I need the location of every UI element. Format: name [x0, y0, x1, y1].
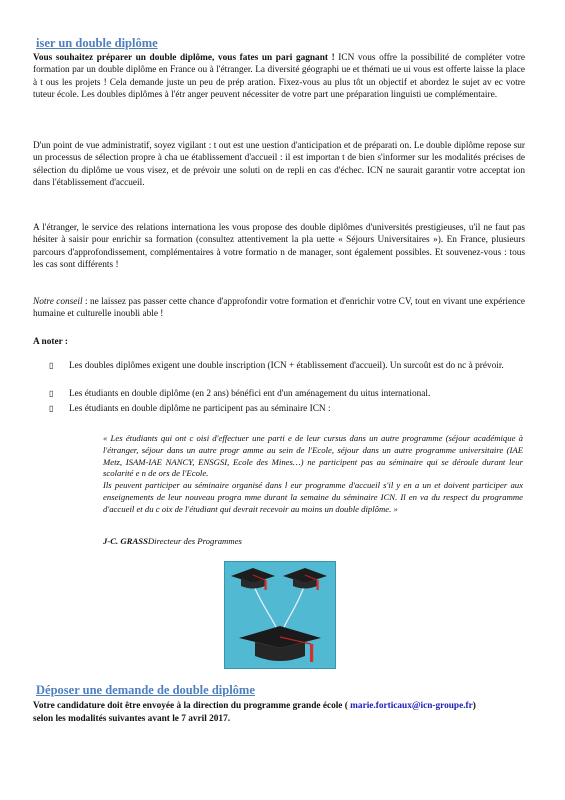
- list-item-text: Les étudiants en double diplôme ne participent pas au séminaire ICN :: [69, 404, 331, 414]
- advice-text: : ne laissez pas passer cette chance d'approfondir votre formation et d'enrichir votre CV, tout en vivant une expérience humaine et culturelle inoubli able !: [33, 297, 525, 320]
- abroad-text: A l'étranger, le service des relations internationa les vous propose des double diplômes d'universités prestigieuses, u'il ne faut pas hésiter à saisir pour enrichir sa formation (consultez attentivement la pla uette « Séjours Universitaires »). En France, plusieurs parcours d'approfondissement, complémentaires à votre formatio n de manager, sont également possibles. Et souvenez-vous : tous les cas sont différents !: [33, 223, 525, 271]
- intro-bold-sentence: Vous souhaitez préparer un double diplôme, vous fates un pari gagnant !: [33, 53, 335, 63]
- signature-role: Directeur des Programmes: [147, 536, 242, 546]
- quote-signature: [103, 536, 242, 546]
- paragraph-administrative: [33, 140, 525, 190]
- bullet-icon: ▯: [49, 404, 54, 413]
- note-heading: A noter :: [33, 337, 68, 347]
- quote-paragraph-2: Ils peuvent participer au séminaire organisé dans l eur programme d'accueil s'il y en a un et doivent participer aux enseignements de leur nouveau progra mme durant la semaine du séminaire ICN. Il en va du respect du programme d'accueil et du c oix de l'étudiant qui devrait recevoir au moins un double diplôme. »: [103, 480, 523, 514]
- application-line-2: selon les modalités suivantes avant le 7 avril 2017.: [33, 713, 231, 724]
- quote-block: [103, 433, 523, 516]
- bullet-icon: ▯: [49, 361, 54, 370]
- contact-email-link[interactable]: marie.forticaux@icn-groupe.fr: [350, 701, 473, 711]
- paragraph-advice: [33, 296, 525, 321]
- advice-label: Notre conseil: [33, 297, 83, 307]
- list-item: [33, 388, 525, 401]
- graduation-caps-icon: [224, 561, 336, 669]
- quote-paragraph-1: « Les étudiants qui ont c oisi d'effectuer une parti e de leur cursus dans un autre programme (séjour académique à l'étranger, séjour dans un autre progr amme au sein de l'Ecole, séjour dans un autre programme universitaire (IAE Metz, ISAM-IAE NANCY, ENSGSI, Ecole des Mines…) ne participent pas au séminaire qui se déroule durant leur scolarité e n de ors de l'Ecole.: [103, 433, 523, 479]
- paragraph-abroad: [33, 222, 525, 272]
- list-item: [33, 403, 525, 416]
- list-item-text: Les doubles diplômes exigent une double inscription (ICN + établissement d'accueil). Un surcoût est do nc à prévoir.: [69, 361, 504, 371]
- list-item-text: Les étudiants en double diplôme (en 2 ans) bénéfici ent d'un aménagement du uitus international.: [69, 389, 431, 399]
- paragraph-intro: [33, 52, 525, 102]
- signature-name: J-C. GRASS: [103, 536, 148, 546]
- application-line-1: [33, 700, 525, 713]
- intro-text: ICN vous offre la possibilité de compléter votre formation par un double diplôme en France ou à l'étranger. La diversité géographi ue et thémati ue ui vous est offerte laisse la place à t ous les projets ! Cela demande juste un peu de prép aration. Fixez-vous au plus tôt un objectif et abordez le sujet av ec votre tuteur école. Les doubles diplômes à l'étr anger peuvent nécessiter de votre part une préparation linguisti ue complémentaire.: [33, 53, 525, 101]
- section-heading-double-diploma: iser un double diplôme: [36, 36, 158, 50]
- application-text-end: ): [472, 701, 476, 711]
- section-heading-apply: Déposer une demande de double diplôme: [36, 683, 255, 697]
- administrative-text: D'un point de vue administratif, soyez vigilant : t out est une uestion d'anticipation et de préparati on. Le double diplôme repose sur un processus de sélection propre à cha ue établissement d'accueil : il est importan t de bien s'informer sur les modalités précises de sélection du diplôme ue vous visez, et de prévoir une soluti on de repli en cas d'échec. ICN ne saurait garantir votre acceptat ion dans l'établissement d'accueil.: [33, 141, 525, 189]
- bullet-icon: ▯: [49, 389, 54, 398]
- application-text: Votre candidature doit être envoyée à la direction du programme grande école (: [33, 701, 351, 711]
- application-instructions: [33, 700, 525, 726]
- list-item: [33, 360, 525, 385]
